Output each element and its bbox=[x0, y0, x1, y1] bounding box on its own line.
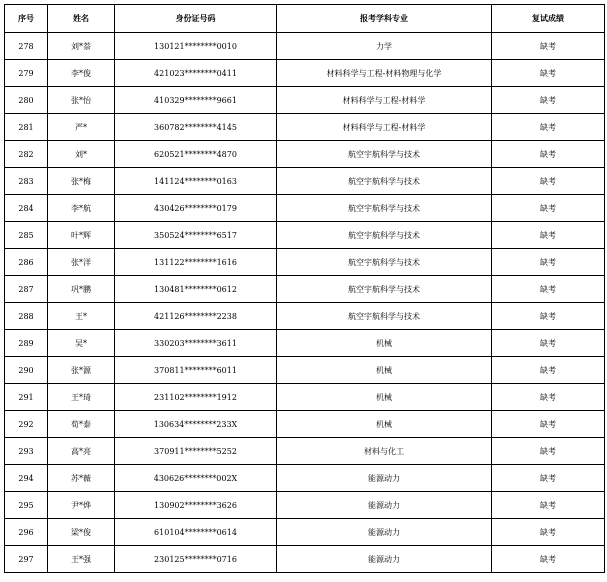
cell-major: 航空宇航科学与技术 bbox=[277, 168, 492, 195]
cell-score: 缺考 bbox=[492, 222, 605, 249]
table-row bbox=[5, 60, 605, 87]
cell-score: 缺考 bbox=[492, 330, 605, 357]
table-row bbox=[5, 438, 605, 465]
cell-name: 巩*鹏 bbox=[48, 276, 115, 303]
table-row bbox=[5, 222, 605, 249]
cell-id-number: 131122********1616 bbox=[115, 249, 277, 276]
cell-id-number: 421023********0411 bbox=[115, 60, 277, 87]
cell-name: 王* bbox=[48, 303, 115, 330]
table-row bbox=[5, 168, 605, 195]
table-row bbox=[5, 465, 605, 492]
cell-name: 荀*泰 bbox=[48, 411, 115, 438]
cell-name: 李*俊 bbox=[48, 60, 115, 87]
cell-id-number: 130634********233X bbox=[115, 411, 277, 438]
cell-seq: 278 bbox=[5, 33, 48, 60]
cell-major: 机械 bbox=[277, 357, 492, 384]
cell-id-number: 130481********0612 bbox=[115, 276, 277, 303]
table-row bbox=[5, 357, 605, 384]
cell-score: 缺考 bbox=[492, 384, 605, 411]
cell-major: 航空宇航科学与技术 bbox=[277, 249, 492, 276]
cell-score: 缺考 bbox=[492, 411, 605, 438]
cell-name: 高*亮 bbox=[48, 438, 115, 465]
cell-seq: 280 bbox=[5, 87, 48, 114]
cell-id-number: 421126********2238 bbox=[115, 303, 277, 330]
cell-major: 机械 bbox=[277, 411, 492, 438]
table-row bbox=[5, 87, 605, 114]
cell-score: 缺考 bbox=[492, 303, 605, 330]
cell-seq: 294 bbox=[5, 465, 48, 492]
cell-seq: 286 bbox=[5, 249, 48, 276]
table-header-row bbox=[5, 5, 605, 33]
cell-id-number: 370911********5252 bbox=[115, 438, 277, 465]
cell-score: 缺考 bbox=[492, 546, 605, 573]
cell-id-number: 141124********0163 bbox=[115, 168, 277, 195]
cell-major: 材料与化工 bbox=[277, 438, 492, 465]
cell-major: 能源动力 bbox=[277, 492, 492, 519]
results-table bbox=[4, 4, 605, 573]
table-row bbox=[5, 384, 605, 411]
table-row bbox=[5, 33, 605, 60]
cell-major: 航空宇航科学与技术 bbox=[277, 195, 492, 222]
cell-name: 吴* bbox=[48, 330, 115, 357]
cell-major: 航空宇航科学与技术 bbox=[277, 222, 492, 249]
cell-score: 缺考 bbox=[492, 60, 605, 87]
cell-name: 张*怡 bbox=[48, 87, 115, 114]
cell-seq: 287 bbox=[5, 276, 48, 303]
cell-score: 缺考 bbox=[492, 141, 605, 168]
cell-seq: 284 bbox=[5, 195, 48, 222]
cell-major: 能源动力 bbox=[277, 546, 492, 573]
table-row bbox=[5, 303, 605, 330]
table-row bbox=[5, 519, 605, 546]
cell-seq: 288 bbox=[5, 303, 48, 330]
header-name: 姓名 bbox=[48, 5, 115, 33]
cell-seq: 283 bbox=[5, 168, 48, 195]
cell-id-number: 410329********9661 bbox=[115, 87, 277, 114]
cell-score: 缺考 bbox=[492, 195, 605, 222]
cell-score: 缺考 bbox=[492, 168, 605, 195]
cell-name: 王*琦 bbox=[48, 384, 115, 411]
cell-score: 缺考 bbox=[492, 276, 605, 303]
cell-seq: 285 bbox=[5, 222, 48, 249]
cell-seq: 282 bbox=[5, 141, 48, 168]
cell-id-number: 330203********3611 bbox=[115, 330, 277, 357]
cell-score: 缺考 bbox=[492, 87, 605, 114]
cell-name: 梁*俊 bbox=[48, 519, 115, 546]
table-row bbox=[5, 141, 605, 168]
cell-score: 缺考 bbox=[492, 438, 605, 465]
cell-major: 机械 bbox=[277, 330, 492, 357]
cell-id-number: 350524********6517 bbox=[115, 222, 277, 249]
cell-major: 力学 bbox=[277, 33, 492, 60]
cell-id-number: 130121********0010 bbox=[115, 33, 277, 60]
cell-name: 尹*烨 bbox=[48, 492, 115, 519]
table-body bbox=[5, 33, 605, 573]
cell-major: 材料科学与工程-材料物理与化学 bbox=[277, 60, 492, 87]
table-row bbox=[5, 330, 605, 357]
cell-major: 航空宇航科学与技术 bbox=[277, 276, 492, 303]
header-seq: 序号 bbox=[5, 5, 48, 33]
table-row bbox=[5, 411, 605, 438]
cell-id-number: 231102********1912 bbox=[115, 384, 277, 411]
cell-major: 航空宇航科学与技术 bbox=[277, 141, 492, 168]
cell-seq: 295 bbox=[5, 492, 48, 519]
cell-name: 张*洋 bbox=[48, 249, 115, 276]
cell-name: 李*航 bbox=[48, 195, 115, 222]
cell-major: 材料科学与工程-材料学 bbox=[277, 87, 492, 114]
cell-seq: 289 bbox=[5, 330, 48, 357]
cell-major: 机械 bbox=[277, 384, 492, 411]
cell-name: 张*源 bbox=[48, 357, 115, 384]
cell-name: 刘* bbox=[48, 141, 115, 168]
cell-name: 叶*辉 bbox=[48, 222, 115, 249]
cell-id-number: 620521********4870 bbox=[115, 141, 277, 168]
cell-id-number: 610104********0614 bbox=[115, 519, 277, 546]
cell-score: 缺考 bbox=[492, 33, 605, 60]
table-row bbox=[5, 492, 605, 519]
header-id-number: 身份证号码 bbox=[115, 5, 277, 33]
header-score: 复试成绩 bbox=[492, 5, 605, 33]
cell-id-number: 430426********0179 bbox=[115, 195, 277, 222]
cell-score: 缺考 bbox=[492, 519, 605, 546]
cell-major: 航空宇航科学与技术 bbox=[277, 303, 492, 330]
cell-name: 刘*萘 bbox=[48, 33, 115, 60]
cell-id-number: 360782********4145 bbox=[115, 114, 277, 141]
cell-score: 缺考 bbox=[492, 249, 605, 276]
cell-seq: 297 bbox=[5, 546, 48, 573]
cell-name: 张*梅 bbox=[48, 168, 115, 195]
cell-seq: 293 bbox=[5, 438, 48, 465]
cell-score: 缺考 bbox=[492, 492, 605, 519]
cell-seq: 279 bbox=[5, 60, 48, 87]
cell-id-number: 230125********0716 bbox=[115, 546, 277, 573]
cell-seq: 291 bbox=[5, 384, 48, 411]
cell-id-number: 430626********002X bbox=[115, 465, 277, 492]
table-row bbox=[5, 546, 605, 573]
cell-name: 苏*薇 bbox=[48, 465, 115, 492]
cell-score: 缺考 bbox=[492, 114, 605, 141]
cell-seq: 281 bbox=[5, 114, 48, 141]
cell-major: 材料科学与工程-材料学 bbox=[277, 114, 492, 141]
cell-seq: 292 bbox=[5, 411, 48, 438]
cell-score: 缺考 bbox=[492, 357, 605, 384]
table-row bbox=[5, 114, 605, 141]
cell-id-number: 370811********6011 bbox=[115, 357, 277, 384]
cell-score: 缺考 bbox=[492, 465, 605, 492]
cell-name: 严* bbox=[48, 114, 115, 141]
table-row bbox=[5, 195, 605, 222]
cell-major: 能源动力 bbox=[277, 519, 492, 546]
header-major: 报考学科专业 bbox=[277, 5, 492, 33]
cell-id-number: 130902********3626 bbox=[115, 492, 277, 519]
table-row bbox=[5, 276, 605, 303]
cell-seq: 290 bbox=[5, 357, 48, 384]
cell-seq: 296 bbox=[5, 519, 48, 546]
cell-major: 能源动力 bbox=[277, 465, 492, 492]
cell-name: 王*强 bbox=[48, 546, 115, 573]
table-row bbox=[5, 249, 605, 276]
